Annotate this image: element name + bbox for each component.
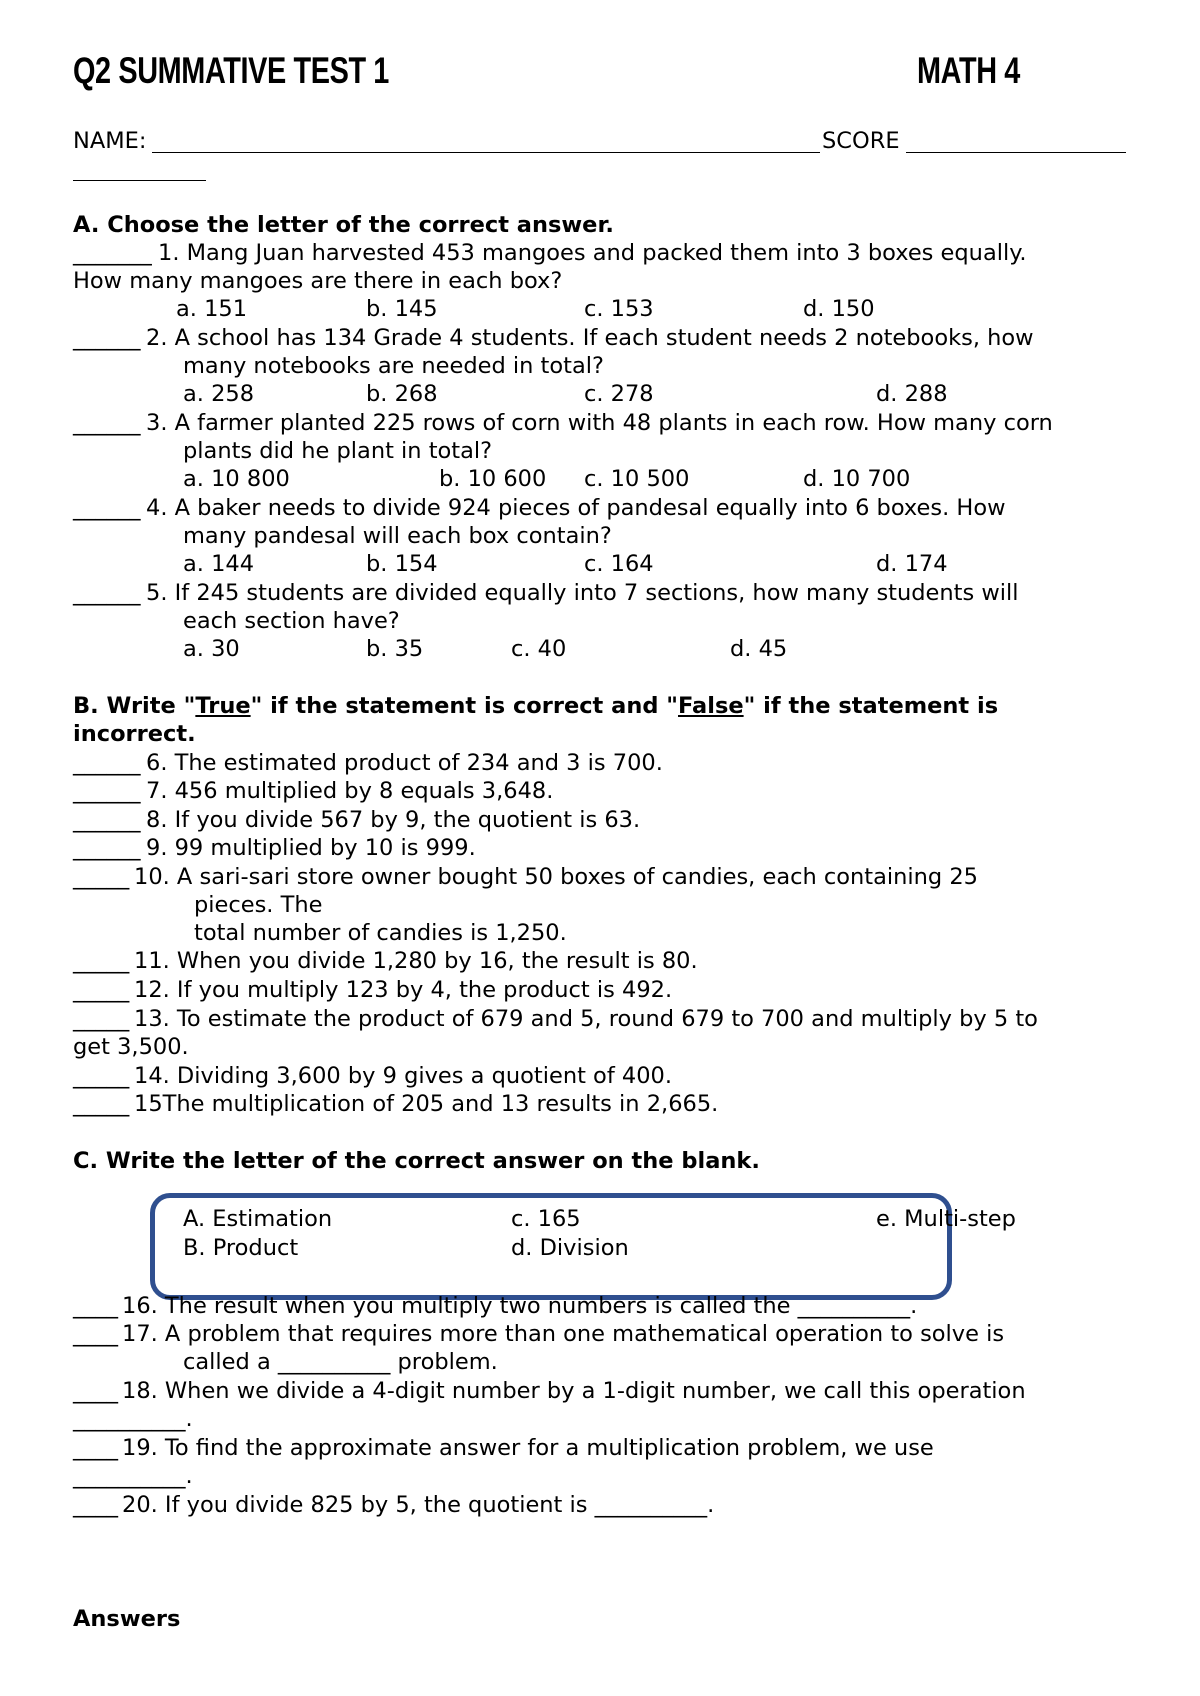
answer-blank[interactable]: _______ bbox=[73, 240, 152, 266]
answer-blank[interactable]: ______ bbox=[73, 835, 141, 861]
answer-blank[interactable]: ______ bbox=[73, 778, 141, 804]
test-title: Q2 SUMMATIVE TEST 1 bbox=[73, 50, 389, 91]
statement-text: 13. To estimate the product of 679 and 5, round 679 to 700 and multiply by 5 to bbox=[134, 1006, 1038, 1032]
question-text-cont: __________. bbox=[73, 1406, 193, 1432]
section-b-heading-cont: incorrect. bbox=[73, 721, 196, 747]
answer-blank[interactable]: ______ bbox=[73, 495, 141, 521]
option-b: b. 10 600 bbox=[439, 466, 547, 492]
option-b: b. 35 bbox=[366, 636, 424, 662]
statement-text-cont: get 3,500. bbox=[73, 1034, 189, 1060]
option-c: c. 10 500 bbox=[584, 466, 690, 492]
option-d: d. 288 bbox=[876, 381, 948, 407]
option-d: d. 150 bbox=[803, 296, 875, 322]
question-text: 18. When we divide a 4-digit number by a 1-digit number, we call this operation bbox=[122, 1378, 1026, 1404]
question-text: 19. To find the approximate answer for a multiplication problem, we use bbox=[122, 1435, 934, 1461]
statement-text: 6. The estimated product of 234 and 3 is 700. bbox=[146, 750, 663, 776]
answer-blank[interactable]: ____ bbox=[73, 1378, 118, 1404]
question-text: 3. A farmer planted 225 rows of corn with 48 plants in each row. How many corn bbox=[146, 410, 1053, 436]
score-line[interactable] bbox=[906, 152, 1126, 153]
statement-text: 14. Dividing 3,600 by 9 gives a quotient of 400. bbox=[134, 1063, 672, 1089]
question-text: 16. The result when you multiply two numbers is called the __________. bbox=[122, 1293, 918, 1319]
answer-blank[interactable]: _____ bbox=[73, 1063, 130, 1089]
answer-blank[interactable]: ______ bbox=[73, 325, 141, 351]
section-a-heading: A. Choose the letter of the correct answer. bbox=[73, 212, 614, 238]
option-a: a. 258 bbox=[183, 381, 255, 407]
option-b: b. 268 bbox=[366, 381, 438, 407]
section-b-heading: B. Write "True" if the statement is correct and "False" if the statement is bbox=[73, 693, 999, 719]
statement-text-cont: total number of candies is 1,250. bbox=[194, 920, 567, 946]
answer-blank[interactable]: _____ bbox=[73, 1091, 130, 1117]
answer-blank[interactable]: _____ bbox=[73, 1006, 130, 1032]
choice-estimation: A. Estimation bbox=[183, 1206, 333, 1232]
option-d: d. 10 700 bbox=[803, 466, 911, 492]
answer-blank[interactable]: ______ bbox=[73, 750, 141, 776]
option-a: a. 144 bbox=[183, 551, 255, 577]
option-b: b. 145 bbox=[366, 296, 438, 322]
option-a: a. 151 bbox=[176, 296, 248, 322]
answer-blank[interactable]: ____ bbox=[73, 1435, 118, 1461]
answer-blank[interactable]: ____ bbox=[73, 1492, 118, 1518]
score-label: SCORE bbox=[822, 128, 900, 154]
choice-product: B. Product bbox=[183, 1235, 299, 1261]
statement-text: 11. When you divide 1,280 by 16, the result is 80. bbox=[134, 948, 698, 974]
answers-label: Answers bbox=[73, 1606, 181, 1632]
question-text: 20. If you divide 825 by 5, the quotient is __________. bbox=[122, 1492, 715, 1518]
question-text-cont: How many mangoes are there in each box? bbox=[73, 268, 563, 294]
false-word: False bbox=[678, 693, 744, 719]
section-c-heading: C. Write the letter of the correct answer on the blank. bbox=[73, 1148, 760, 1174]
answer-blank[interactable]: ____ bbox=[73, 1321, 118, 1347]
choice-division: d. Division bbox=[511, 1235, 629, 1261]
answer-blank[interactable]: ______ bbox=[73, 807, 141, 833]
question-text-cont: __________. bbox=[73, 1463, 193, 1489]
question-text: 5. If 245 students are divided equally into 7 sections, how many students will bbox=[146, 580, 1019, 606]
name-line[interactable] bbox=[152, 152, 820, 153]
statement-text: 7. 456 multiplied by 8 equals 3,648. bbox=[146, 778, 554, 804]
question-text-cont: plants did he plant in total? bbox=[183, 438, 493, 464]
question-text: 1. Mang Juan harvested 453 mangoes and packed them into 3 boxes equally. bbox=[158, 240, 1027, 266]
option-a: a. 30 bbox=[183, 636, 240, 662]
answer-blank[interactable]: ____ bbox=[73, 1293, 118, 1319]
option-a: a. 10 800 bbox=[183, 466, 290, 492]
true-word: True bbox=[195, 693, 251, 719]
answer-blank[interactable]: ______ bbox=[73, 580, 141, 606]
option-b: b. 154 bbox=[366, 551, 438, 577]
question-text-cont: called a __________ problem. bbox=[183, 1349, 498, 1375]
statement-text: 8. If you divide 567 by 9, the quotient is 63. bbox=[146, 807, 641, 833]
answer-blank[interactable]: ______ bbox=[73, 410, 141, 436]
option-d: d. 45 bbox=[730, 636, 788, 662]
name-line-continuation[interactable] bbox=[73, 180, 206, 181]
question-text-cont: each section have? bbox=[183, 608, 400, 634]
option-c: c. 278 bbox=[584, 381, 654, 407]
option-c: c. 40 bbox=[511, 636, 567, 662]
question-text: 4. A baker needs to divide 924 pieces of pandesal equally into 6 boxes. How bbox=[146, 495, 1006, 521]
option-c: c. 164 bbox=[584, 551, 654, 577]
answer-blank[interactable]: _____ bbox=[73, 977, 130, 1003]
question-text: 17. A problem that requires more than one mathematical operation to solve is bbox=[122, 1321, 1005, 1347]
answer-blank[interactable]: _____ bbox=[73, 948, 130, 974]
name-label: NAME: bbox=[73, 128, 147, 154]
statement-text-cont: pieces. The bbox=[194, 892, 323, 918]
choice-165: c. 165 bbox=[511, 1206, 581, 1232]
option-d: d. 174 bbox=[876, 551, 948, 577]
choice-multi-step: e. Multi-step bbox=[876, 1206, 1016, 1232]
question-text-cont: many notebooks are needed in total? bbox=[183, 353, 604, 379]
subject-title: MATH 4 bbox=[917, 50, 1020, 91]
option-c: c. 153 bbox=[584, 296, 654, 322]
statement-text: 15The multiplication of 205 and 13 results in 2,665. bbox=[134, 1091, 719, 1117]
statement-text: 10. A sari-sari store owner bought 50 boxes of candies, each containing 25 bbox=[134, 864, 978, 890]
answer-blank[interactable]: _____ bbox=[73, 864, 130, 890]
question-text: 2. A school has 134 Grade 4 students. If each student needs 2 notebooks, how bbox=[146, 325, 1034, 351]
statement-text: 12. If you multiply 123 by 4, the product is 492. bbox=[134, 977, 673, 1003]
statement-text: 9. 99 multiplied by 10 is 999. bbox=[146, 835, 476, 861]
question-text-cont: many pandesal will each box contain? bbox=[183, 523, 612, 549]
